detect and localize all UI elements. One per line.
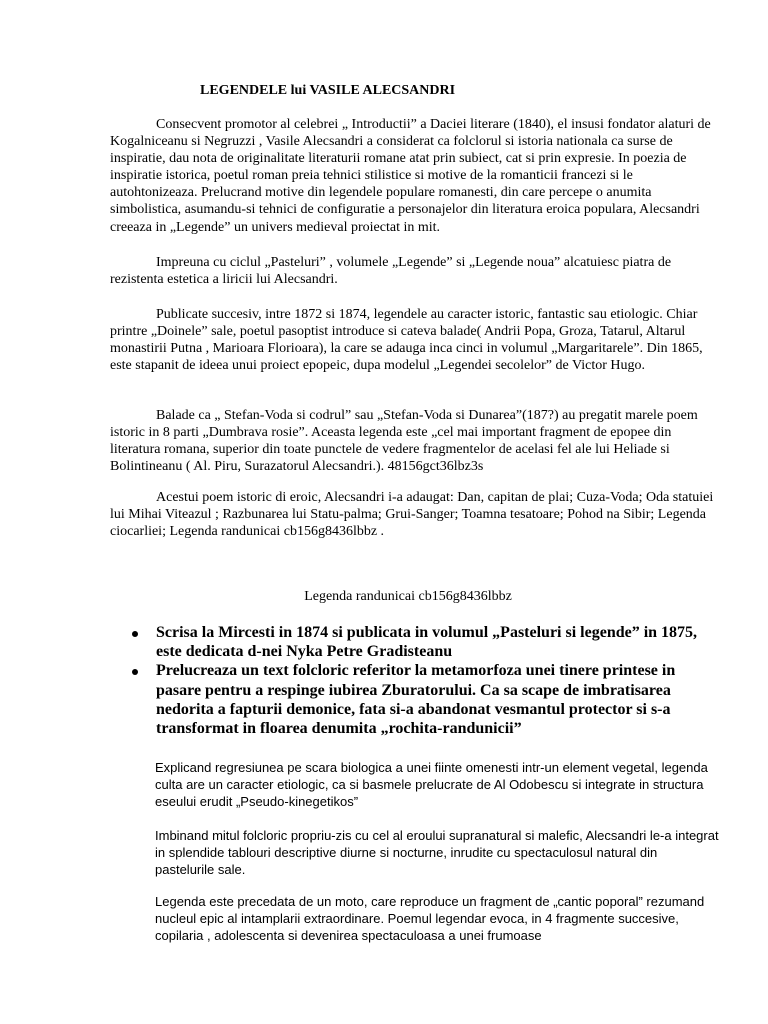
paragraph-pasteluri: Impreuna cu ciclul „Pasteluri” , volumele „Legende” si „Legende noua” alcatuiesc piatra de rezistenta estetica a liricii lui Alecsandri. [110,255,672,288]
section-legenda-moto: Legenda este precedata de un moto, care reproduce un fragment de „cantic poporal” rezumand nucleul epic al intamplarii extraordinare. Poemul legendar evoca, in 4 fragmente succesive, copilaria , adolescenta si devenirea spectaculoasa a unei frumoase [155,894,705,943]
section-subtitle: Legenda randunicai cb156g8436lbbz [304,589,512,604]
document-title: LEGENDELE lui VASILE ALECSANDRI [200,83,456,98]
section-imbinand: Imbinand mitul folcloric propriu-zis cu cel al eroului supranatural si malefic, Alecsandri le-a integrat in splendide tablouri descriptive diurne si nocturne, inrudite cu spectaculosul natural din pastelurile sale. [155,828,719,877]
paragraph-balade: Balade ca „ Stefan-Voda si codrul” sau „Stefan-Voda si Dunarea”(187?) au pregatit marele poem istoric in 8 parti „Dumbrava rosie”. Aceasta legenda este „cel mai important fragment de epopee din literatura romana, superior din toate punctele de vedere fragmentelor de acelasi fel ale lui Heliade si Bolintineanu ( Al. Piru, Surazatorul Alecsandri.). 48156gct36lbz3s [110,408,698,475]
bullet-item [120,623,720,661]
bullet-icon [132,669,138,675]
paragraph-poem-istoric: Acestui poem istoric di eroic, Alecsandri i-a adaugat: Dan, capitan de plai; Cuza-Voda; Oda statuiei lui Mihai Viteazul ; Razbunarea lui Statu-palma; Grui-Sanger; Toamna tesatoare; Pohod na Sibir; Legenda ciocarliei; Legenda randunicai cb156g8436lbbz . [110,490,714,540]
bullet-text: Prelucreaza un text folcloric referitor la metamorfoza unei tinere printese in pasare pentru a respinge iubirea Zburatorului. Ca sa scape de imbratisarea nedorita a fapturii demonice, fata si-a abandonat vesmantul protector si s-a transformat in floarea denumita „rochita-randunicii” [156,662,676,738]
paragraph-intro: Consecvent promotor al celebrei „ Introductii” a Daciei literare (1840), el insusi fondator alaturi de Kogalniceanu si Negruzzi , Vasile Alecsandri a considerat ca folclorul si istoria nationala ca surse de inspiratie, dau nota de originalitate literaturii romane atat prin subiect, cat si prin expresie. In poezia de inspiratie istorica, poetul roman preia tehnici stilistice si motive de la romanticii francezi si le autohtonizeaza. Prelucrand motive din legendele populare romanesti, din care percepe o anumita simbolistica, asumandu-si tehnici de configuratie a personajelor din literatura eroica populara, Alecsandri creeaza in „Legende” un univers medieval proiectat in mit. [110,117,711,235]
paragraph-publicate: Publicate succesiv, intre 1872 si 1874, legendele au caracter istoric, fantastic sau etiologic. Chiar printre „Doinele” sale, poetul pasoptist introduce si cateva balade( Andrii Popa, Groza, Tatarul, Altarul monastirii Putna , Marioara Florioara), la care se adauga inca cinci in volumul „Margaritarele”. Din 1865, este stapanit de ideea unui proiect epopeic, dupa modelul „Legendei secolelor” de Victor Hugo. [110,307,703,374]
bullet-text: Scrisa la Mircesti in 1874 si publicata in volumul „Pasteluri si legende” in 1875, este dedicata d-nei Nyka Petre Gradisteanu [156,624,698,661]
bullet-list [120,623,720,738]
section-explicand: Explicand regresiunea pe scara biologica a unei fiinte omenesti intr-un element vegetal, legenda culta are un caracter etiologic, ca si basmele prelucrate de Al Odobescu si integrate in structura eseului erudit „Pseudo-kinegetikos” [155,760,708,809]
bullet-icon [132,631,138,637]
bullet-item [120,661,720,738]
